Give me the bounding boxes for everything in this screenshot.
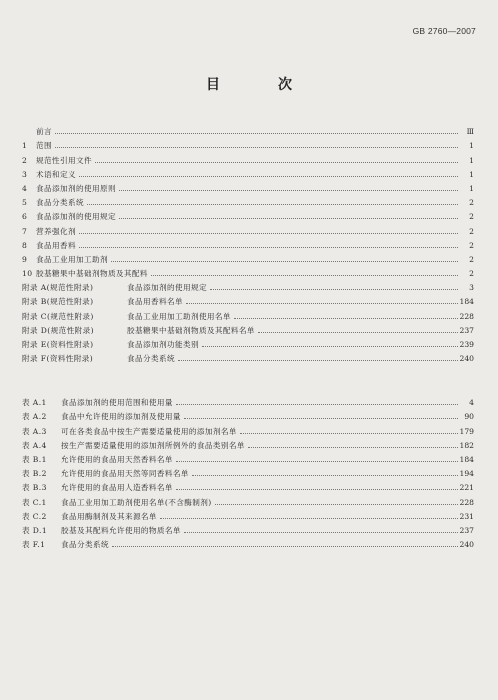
dot-leader (258, 332, 458, 333)
toc-entry-label: 附录 B(规范性附录) 食品用香料名单 (22, 297, 183, 307)
toc-entry-label: 表 B.3 允许使用的食品用人造香料名单 (22, 483, 173, 493)
toc-annex-prefix: 附录 C(规范性附录) (22, 311, 94, 321)
toc-entry-label: 4 食品添加剂的使用原则 (22, 183, 116, 193)
toc-table-prefix: 表 B.3 (22, 483, 47, 493)
toc-entry-label: 5 食品分类系统 (22, 198, 84, 208)
toc-entry-terms[interactable] (22, 165, 474, 179)
toc-entry-label: 6 食品添加剂的使用规定 (22, 212, 116, 222)
toc-entry-number: 1 (22, 141, 28, 151)
dot-leader (176, 461, 458, 462)
toc-entry-number: 7 (22, 226, 28, 236)
toc-entry-page: 1 (469, 141, 474, 151)
toc-entry-label: 10 胶基糖果中基础剂物质及其配料 (22, 269, 148, 279)
toc-entry-label: 附录 A(规范性附录) 食品添加剂的使用规定 (22, 283, 207, 293)
dot-leader (176, 489, 458, 490)
dot-leader (210, 289, 458, 290)
toc-entry-page: 237 (459, 525, 474, 535)
dot-leader (215, 504, 458, 505)
toc-entry-label: 表 A.1 食品添加剂的使用范围和使用量 (22, 398, 173, 408)
toc-table-a1[interactable] (22, 393, 474, 407)
toc-entry-page: 90 (464, 412, 474, 422)
toc-entry-page: 2 (469, 269, 474, 279)
toc-entry-number: 3 (22, 169, 28, 179)
toc-entry-label: 前言 (36, 127, 52, 137)
dot-leader (119, 190, 458, 191)
dot-leader (151, 275, 458, 276)
toc-entry-page: 228 (459, 497, 474, 507)
toc-entry-page: 231 (459, 511, 474, 521)
toc-entry-page: 184 (459, 297, 474, 307)
dot-leader (192, 475, 458, 476)
toc-table-prefix: 表 B.1 (22, 454, 47, 464)
toc-entry-number: 2 (22, 155, 28, 165)
toc-entry-usage-provisions[interactable] (22, 207, 474, 221)
dot-leader (186, 303, 458, 304)
toc-entry-label: 附录 D(规范性附录) 胶基糖果中基础剂物质及其配料名单 (22, 325, 255, 335)
toc-entry-number: 4 (22, 183, 28, 193)
toc-table-prefix: 表 A.4 (22, 440, 47, 450)
toc-entry-principles[interactable] (22, 179, 474, 193)
toc-title: 目 次 (206, 77, 314, 93)
toc-entry-page: 194 (459, 469, 474, 479)
toc-entry-number: 9 (22, 254, 28, 264)
toc-table-prefix: 表 A.2 (22, 412, 47, 422)
toc-entry-label: 表 A.2 食品中允许使用的添加剂及使用量 (22, 412, 181, 422)
toc-entry-label: 表 B.2 允许使用的食品用天然等同香料名单 (22, 469, 189, 479)
toc-entry-page: 1 (469, 169, 474, 179)
toc-entry-normative-references[interactable] (22, 150, 474, 164)
dot-leader (55, 147, 458, 148)
dot-leader (234, 318, 458, 319)
toc-entry-page: Ⅲ (466, 127, 474, 137)
toc-entry-number: 8 (22, 240, 28, 250)
toc-entry-page: 3 (469, 283, 474, 293)
toc-entry-page: 179 (459, 426, 474, 436)
dot-leader (55, 133, 458, 134)
toc-entry-page: 239 (459, 340, 474, 349)
toc-entry-food-classification[interactable] (22, 193, 474, 207)
toc-entry-page: 2 (469, 226, 474, 236)
toc-entry-label: 8 食品用香料 (22, 240, 76, 250)
dot-leader (79, 233, 458, 234)
toc-entry-label: 附录 E(资料性附录) 食品添加剂功能类别 (22, 340, 199, 349)
toc-entry-label: 表 C.2 食品用酶制剂及其来源名单 (22, 511, 157, 521)
toc-entry-annex-f[interactable] (22, 349, 474, 363)
toc-table-prefix: 表 A.1 (22, 398, 47, 408)
toc-entry-page: 184 (459, 454, 474, 464)
toc-entry-number: 10 (22, 269, 33, 279)
toc-entry-page: 240 (459, 540, 474, 550)
dot-leader (87, 204, 458, 205)
toc-entry-gum-base[interactable] (22, 264, 474, 278)
dot-leader (112, 546, 458, 547)
toc-entry-label: 3 术语和定义 (22, 169, 76, 179)
toc-annex-prefix: 附录 E(资料性附录) (22, 340, 94, 349)
dot-leader (111, 261, 458, 262)
toc-table-a3[interactable] (22, 421, 474, 435)
toc-table-b2[interactable] (22, 464, 474, 478)
toc-table-a4[interactable] (22, 436, 474, 450)
toc-entry-label: 表 D.1 胶基及其配料允许使用的物质名单 (22, 525, 181, 535)
toc-entry-processing-aids[interactable] (22, 250, 474, 264)
toc-annex-prefix: 附录 F(资料性附录) (22, 354, 94, 364)
dot-leader (184, 418, 458, 419)
toc-entry-annex-d[interactable] (22, 321, 474, 335)
toc-entry-scope[interactable] (22, 136, 474, 150)
toc-entry-page: 2 (469, 240, 474, 250)
toc-entry-number: 6 (22, 212, 28, 222)
toc-table-c1[interactable] (22, 492, 474, 506)
toc-table-a2[interactable] (22, 407, 474, 421)
toc-entry-page: 2 (469, 212, 474, 222)
toc-entry-label: 表 A.3 可在各类食品中按生产需要适量使用的添加剂名单 (22, 426, 237, 436)
toc-entry-number: 5 (22, 198, 28, 208)
toc-entry-annex-c[interactable] (22, 306, 474, 320)
toc-entry-label: 附录 F(资料性附录) 食品分类系统 (22, 354, 175, 364)
dot-leader (95, 162, 458, 163)
toc-entry-label: 1 范围 (22, 141, 52, 151)
dot-leader (184, 532, 458, 533)
toc-annex-prefix: 附录 D(规范性附录) (22, 325, 94, 335)
toc-entry-label: 表 F.1 食品分类系统 (22, 540, 109, 550)
dot-leader (160, 518, 458, 519)
toc-entry-annex-e[interactable] (22, 335, 474, 349)
toc-entry-annex-b[interactable] (22, 292, 474, 306)
toc-entry-label: 附录 C(规范性附录) 食品工业用加工助剂使用名单 (22, 311, 231, 321)
toc-entry-label: 表 A.4 按生产需要适量使用的添加剂所例外的食品类别名单 (22, 440, 245, 450)
toc-entry-page: 1 (469, 183, 474, 193)
toc-entry-label: 7 营养强化剂 (22, 226, 76, 236)
toc-entry-page: 228 (459, 311, 474, 321)
toc-table-f1[interactable] (22, 535, 474, 549)
dot-leader (248, 447, 458, 448)
dot-leader (240, 433, 458, 434)
dot-leader (176, 404, 458, 405)
toc-entry-page: 4 (469, 398, 474, 408)
toc-table-prefix: 表 C.2 (22, 511, 47, 521)
toc-entry-label: 表 B.1 允许使用的食品用天然香料名单 (22, 454, 173, 464)
toc-entry-label: 2 规范性引用文件 (22, 155, 92, 165)
toc-annex-prefix: 附录 B(规范性附录) (22, 297, 94, 307)
toc-entry-flavorings[interactable] (22, 236, 474, 250)
toc-table-prefix: 表 C.1 (22, 497, 47, 507)
dot-leader (79, 247, 458, 248)
standard-code: GB 2760—2007 (412, 26, 476, 36)
dot-leader (178, 360, 458, 361)
toc-entry-page: 237 (459, 325, 474, 335)
toc-annex-prefix: 附录 A(规范性附录) (22, 283, 94, 293)
toc-table-prefix: 表 A.3 (22, 426, 47, 436)
toc-table-prefix: 表 D.1 (22, 525, 48, 535)
dot-leader (202, 346, 458, 347)
toc-entry-label: 9 食品工业用加工助剂 (22, 254, 108, 264)
dot-leader (119, 218, 458, 219)
toc-table-d1[interactable] (22, 521, 474, 535)
dot-leader (79, 176, 458, 177)
toc-main-list (22, 122, 474, 363)
toc-entry-page: 2 (469, 198, 474, 208)
toc-table-b3[interactable] (22, 478, 474, 492)
toc-entry-page: 240 (459, 354, 474, 364)
toc-table-prefix: 表 F.1 (22, 540, 46, 550)
toc-entry-foreword[interactable] (22, 122, 474, 136)
toc-entry-page: 2 (469, 254, 474, 264)
toc-entry-label: 表 C.1 食品工业用加工助剂使用名单(不含酶制剂) (22, 497, 212, 507)
toc-entry-page: 182 (459, 440, 474, 450)
toc-table-c2[interactable] (22, 507, 474, 521)
toc-table-b1[interactable] (22, 450, 474, 464)
toc-table-prefix: 表 B.2 (22, 469, 47, 479)
toc-entry-page: 1 (469, 155, 474, 165)
toc-entry-nutrition-fortifiers[interactable] (22, 221, 474, 235)
toc-tables-list (22, 393, 474, 549)
toc-entry-annex-a[interactable] (22, 278, 474, 292)
toc-entry-page: 221 (459, 483, 474, 493)
